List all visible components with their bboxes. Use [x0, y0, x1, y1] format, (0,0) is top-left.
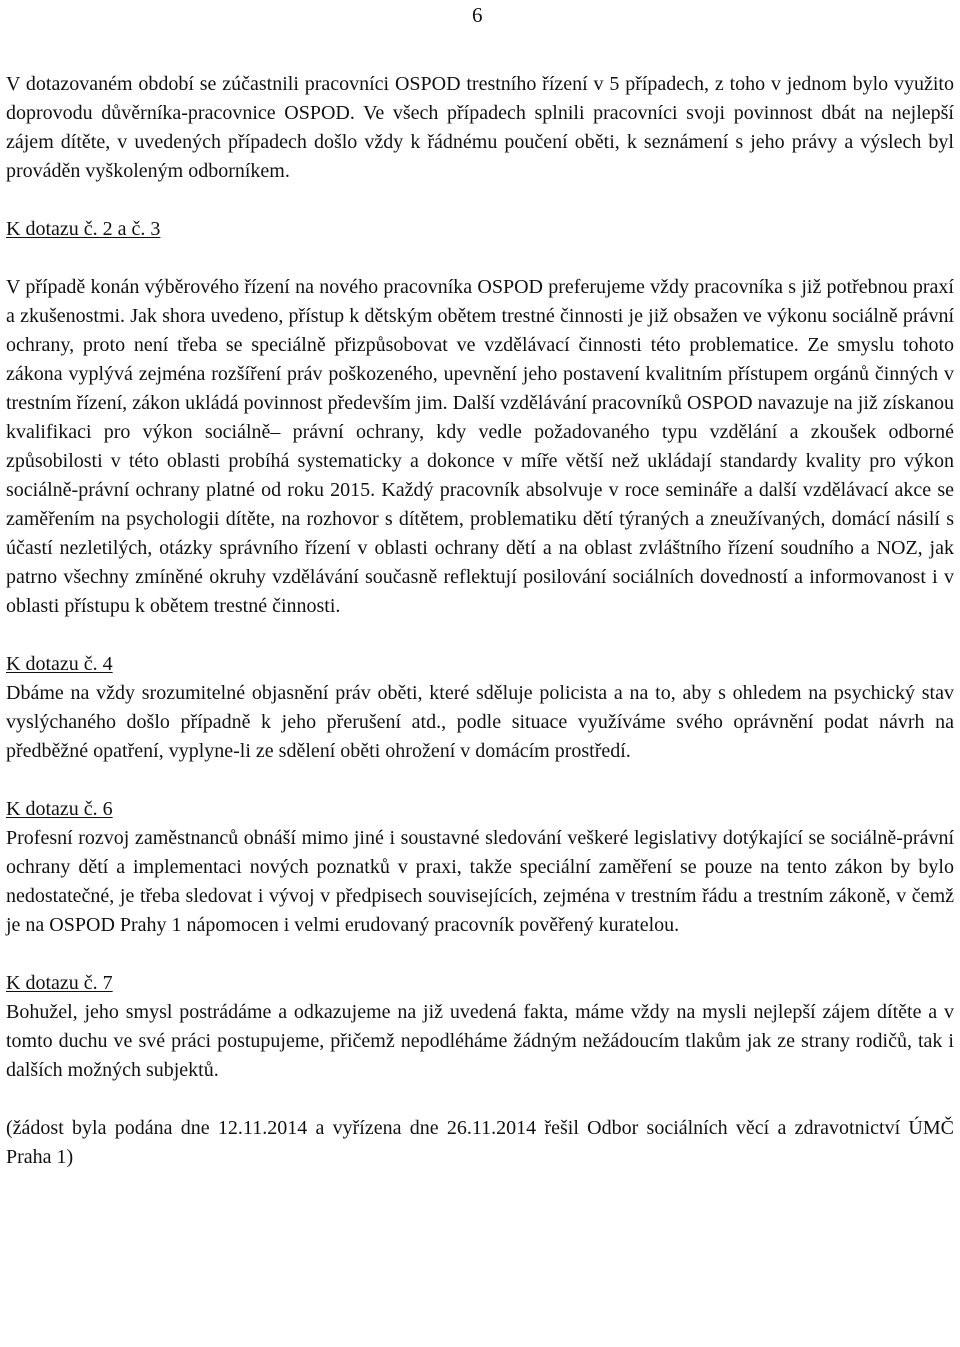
section-text-4: Dbáme na vždy srozumitelné objasnění práv oběti, které sděluje policista a na to, aby s ohledem na psychický stav vyslýchaného došlo případně k jeho přerušení atd., podle situace využíváme svého oprávnění podat návrh na předběžné opatření, vyplyne-li ze sdělení oběti ohrožení v domácím prostředí. [6, 682, 954, 762]
section-heading-6: K dotazu č. 6 [6, 798, 113, 820]
document-body [6, 70, 954, 1172]
paragraph-gap [6, 621, 954, 650]
request-note: (žádost byla podána dne 12.11.2014 a vyřízena dne 26.11.2014 řešil Odbor sociálních věcí a zdravotnictví ÚMČ Praha 1) [6, 1117, 954, 1168]
intro-paragraph: V dotazovaném období se zúčastnili pracovníci OSPOD trestního řízení v 5 případech, z toho v jednom bylo využito doprovodu důvěrníka-pracovnice OSPOD. Ve všech případech splnili pracovníci svoji povinnost dbát na nejlepší zájem dítěte, v uvedených případech došlo vždy k řádnému poučení oběti, k seznámení s jeho právy a výslech byl prováděn vyškoleným odborníkem. [6, 73, 954, 182]
section-text-6: Profesní rozvoj zaměstnanců obnáší mimo jiné i soustavné sledování veškeré legislativy dotýkající se sociálně-právní ochrany dětí a implementaci nových poznatků v praxi, takže speciální zaměření se pouze na tento zákon by bylo nedostatečné, je třeba sledovat i vývoj v předpisech souvisejících, zejména v trestním řádu a trestním zákoně, v čemž je na OSPOD Prahy 1 nápomocen i velmi erudovaný pracovník pověřený kuratelou. [6, 827, 954, 936]
paragraph-gap [6, 186, 954, 215]
section-text-2-3: V případě konán výběrového řízení na nového pracovníka OSPOD preferujeme vždy pracovníka s již potřebnou praxí a zkušenostmi. Jak shora uvedeno, přístup k dětským obětem trestné činnosti je již obsažen ve výkonu sociálně právní ochrany, proto není třeba se speciálně přizpůsobovat ve vzdělávací činnosti této problematice. Ze smyslu tohoto zákona vyplývá zejména rozšíření práv poškozeného, upevnění jeho postavení kvalitním přístupem orgánů činných v trestním řízení, zákon ukládá povinnost především jim. Další vzdělávání pracovníků OSPOD navazuje na již získanou kvalifikaci pro výkon sociálně– právní ochrany, kdy vedle požadovaného typu vzdělání a zkoušek odborné způsobilosti v této oblasti probíhá systematicky a dokonce v míře větší než ukládají standardy kvality pro výkon sociálně-právní ochrany platné od roku 2015. Každý pracovník absolvuje v roce semináře a další vzdělávací akce se zaměřením na psychologii dítěte, na rozhovor s dítětem, problematiku dětí týraných a zneužívaných, domácí násilí s účastí nezletilých, otázky správního řízení v oblasti ochrany dětí a na oblast zvláštního řízení soudního a NOZ, jak patrno všechny zmíněné okruhy vzdělávání současně reflektují posilování sociálních dovedností a informovanost i v oblasti přístupu k obětem trestné činnosti. [6, 276, 954, 617]
paragraph-gap [6, 1085, 954, 1114]
page-number: 6 [472, 3, 483, 27]
section-text-7: Bohužel, jeho smysl postrádáme a odkazujeme na již uvedená fakta, máme vždy na mysli nejlepší zájem dítěte a v tomto duchu ve své práci postupujeme, přičemž nepodléháme žádným nežádoucím tlakům jak ze strany rodičů, tak i dalších možných subjektů. [6, 1001, 954, 1081]
paragraph-gap [6, 766, 954, 795]
section-heading-2-3: K dotazu č. 2 a č. 3 [6, 218, 161, 240]
paragraph-gap [6, 244, 954, 273]
section-heading-7: K dotazu č. 7 [6, 972, 113, 994]
section-heading-4: K dotazu č. 4 [6, 653, 113, 675]
paragraph-gap [6, 940, 954, 969]
